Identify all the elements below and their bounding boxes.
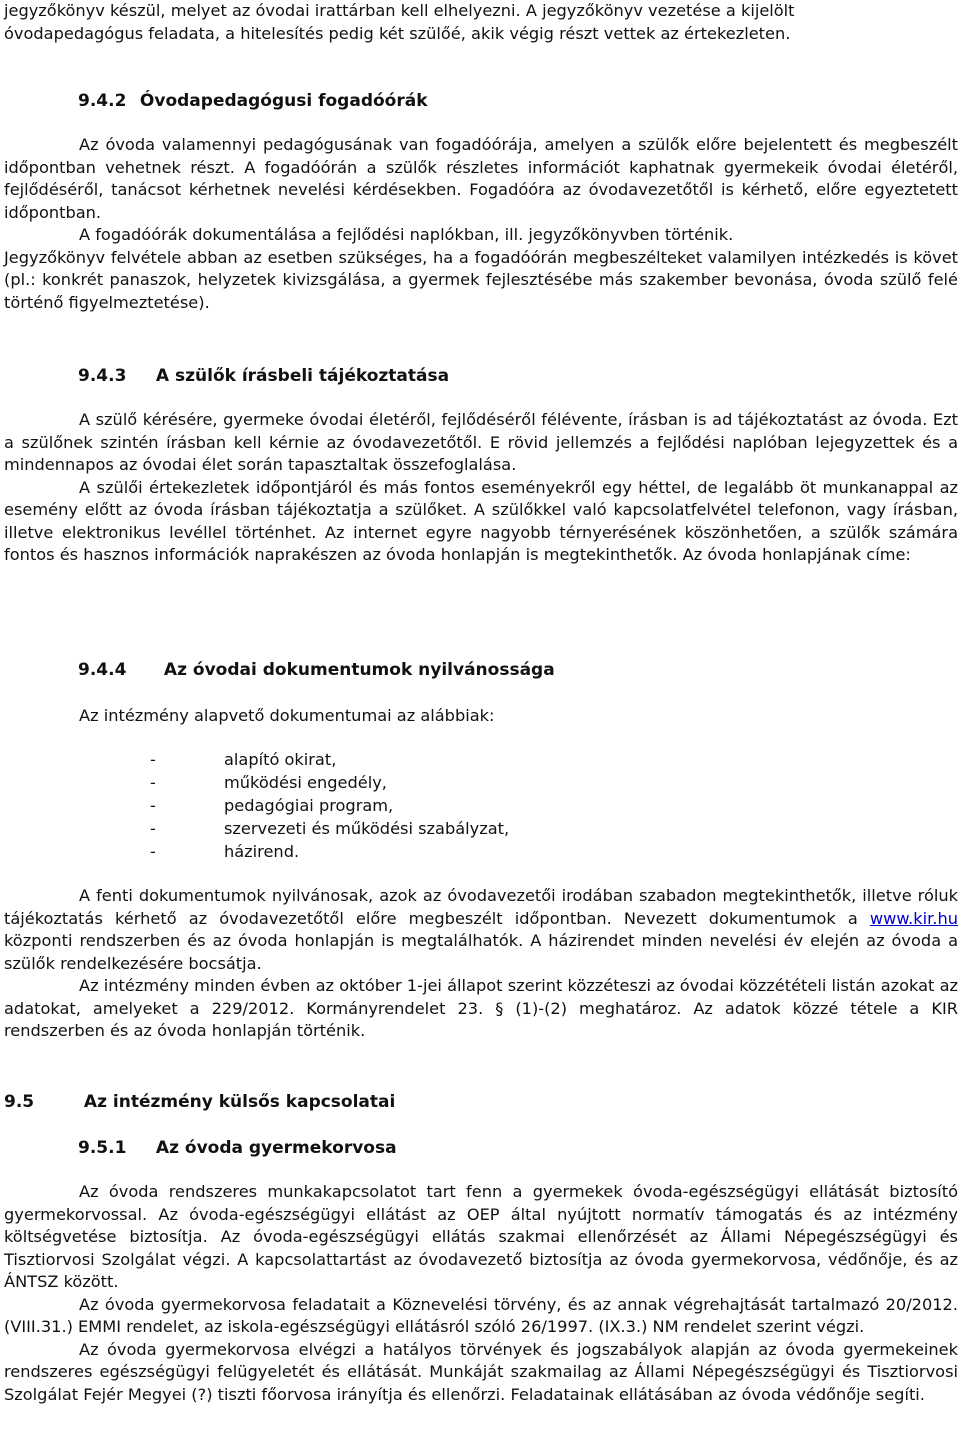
list-item: - szervezeti és működési szabályzat, bbox=[150, 818, 509, 841]
list-item: - pedagógiai program, bbox=[150, 795, 509, 818]
paragraph: Az óvoda gyermekorvosa feladatait a Köznevelési törvény, és az annak végrehajtását tartalmazó 20/2012. (VIII.31.) EMMI rendelet, az iskola-egészségügyi ellátásról szóló 26/1997. (IX.3.) NM rendelet szerint végzi. bbox=[4, 1294, 958, 1336]
list-item: - működési engedély, bbox=[150, 772, 509, 795]
section-9-5-1-body bbox=[4, 1181, 958, 1406]
section-title: Az óvodai dokumentumok nyilvánossága bbox=[163, 660, 555, 680]
list-item-text: pedagógiai program, bbox=[224, 796, 394, 815]
list-item-text: működési engedély, bbox=[224, 773, 387, 792]
section-number: 9.4.2 bbox=[78, 91, 127, 111]
section-9-4-2-body bbox=[4, 134, 958, 314]
section-9-4-4-body bbox=[4, 885, 958, 1043]
list-item-text: alapító okirat, bbox=[224, 750, 337, 769]
intro-paragraph bbox=[4, 0, 958, 45]
list-lead bbox=[79, 705, 879, 728]
section-number: 9.5 bbox=[4, 1092, 35, 1112]
paragraph: A fogadóórák dokumentálása a fejlődési naplókban, ill. jegyzőkönyvben történik. bbox=[79, 225, 734, 244]
intro-line-1: jegyzőkönyv készül, melyet az óvodai irattárban kell elhelyezni. A jegyzőkönyv vezetése a kijelölt bbox=[4, 1, 795, 20]
section-number: 9.4.3 bbox=[78, 366, 127, 386]
section-title: Óvodapedagógusi fogadóórák bbox=[139, 91, 428, 111]
paragraph: Az óvoda gyermekorvosa elvégzi a hatályos törvények és jogszabályok alapján az óvoda gyermekeinek rendszeres egészségügyi felügyeletét és ellátását. Munkáját szakmailag az Állami Népegészségügyi és Tisztiorvosi Szolgálat Fejér Megyei (?) tiszti főorvosa irányítja és ellenőrzi. Feladatainak ellátásában az óvoda védőnője segíti. bbox=[4, 1339, 958, 1404]
document-list bbox=[150, 749, 509, 864]
section-number: 9.4.4 bbox=[78, 660, 127, 680]
intro-line-2: óvodapedagógus feladata, a hitelesítés pedig két szülőé, akik végig részt vettek az értekezleten. bbox=[4, 23, 791, 43]
section-heading-9-4-2 bbox=[78, 90, 778, 113]
section-title: Az óvoda gyermekorvosa bbox=[155, 1138, 397, 1158]
section-heading-9-5-1 bbox=[78, 1137, 778, 1160]
section-number: 9.5.1 bbox=[78, 1138, 127, 1158]
list-item-text: szervezeti és működési szabályzat, bbox=[224, 819, 510, 838]
section-9-4-3-body bbox=[4, 409, 958, 567]
paragraph: Az óvoda rendszeres munkakapcsolatot tart fenn a gyermekek óvoda-egészségügyi ellátását biztosító gyermekorvossal. Az óvoda-egészségügyi ellátást az OEP által nyújtott normatív támogatás és az intézmény költségvetése biztosítja. Az óvoda-egészségügyi ellátás szakmai ellenőrzését az Állami Népegészségügyi és Tisztiorvosi Szolgálat végzi. A kapcsolattartást az óvodavezető biztosítja az óvoda gyermekorvosa, védőnője, és az ÁNTSZ között. bbox=[4, 1182, 958, 1291]
paragraph-text: A fenti dokumentumok nyilvánosak, azok az óvodavezetői irodában szabadon megtekinthetők, illetve róluk tájékoztatás kérhető az óvodavezetőtől előre megbeszélt időpontban. Nevezett dokumentumok a bbox=[4, 886, 958, 928]
section-heading-9-4-4 bbox=[78, 659, 778, 682]
section-heading-9-5 bbox=[4, 1091, 704, 1114]
list-item-text: házirend. bbox=[224, 842, 300, 861]
paragraph: A szülő kérésére, gyermeke óvodai életéről, fejlődéséről félévente, írásban is ad tájékoztatást az óvoda. Ezt a szülőnek szintén írásban kell kérnie az óvodavezetőtől. E rövid jellemzés a fejlődési naplóban lejegyzettek és a mindennapos az óvodai élet során tapasztaltak összefoglalása. bbox=[4, 410, 958, 474]
paragraph bbox=[4, 885, 958, 975]
list-lead-text: Az intézmény alapvető dokumentumai az alábbiak: bbox=[79, 706, 495, 725]
paragraph: Jegyzőkönyv felvétele abban az esetben szükséges, ha a fogadóórán megbeszélteket valamilyen intézkedés is követ (pl.: konkrét panaszok, helyzetek kivizsgálása, a gyermek fejlesztésébe más szakember bevonása, óvoda szülő felé történő figyelmeztetése). bbox=[4, 247, 958, 312]
list-item: - alapító okirat, bbox=[150, 749, 509, 772]
section-title: A szülők írásbeli tájékoztatása bbox=[155, 366, 450, 386]
section-heading-9-4-3 bbox=[78, 365, 778, 388]
paragraph-text: központi rendszerben és az óvoda honlapján is megtalálhatók. A házirendet minden nevelési év elején az óvoda a szülők rendelkezésére bocsátja. bbox=[4, 931, 958, 973]
list-item: - házirend. bbox=[150, 841, 509, 864]
kir-link[interactable]: www.kir.hu bbox=[869, 908, 958, 928]
paragraph: Az intézmény minden évben az október 1-jei állapot szerint közzéteszi az óvodai közzétételi listán azokat az adatokat, amelyeket a 229/2012. Kormányrendelet 23. § (1)-(2) meghatároz. Az adatok közzé tétele a KIR rendszerben és az óvoda honlapján történik. bbox=[4, 976, 958, 1040]
section-title: Az intézmény külsős kapcsolatai bbox=[83, 1092, 396, 1112]
paragraph: Az óvoda valamennyi pedagógusának van fogadóórája, amelyen a szülők előre bejelentett és megbeszélt időpontban vehetnek részt. A fogadóórán a szülők részletes információt kaphatnak gyermekeik óvodai életéről, fejlődéséről, tanácsot kérhetnek nevelési kérdésekben. Fogadóóra az óvodavezetőtől is kérhető, előre egyeztetett időpontban. bbox=[4, 135, 958, 222]
paragraph: A szülői értekezletek időpontjáról és más fontos eseményekről egy héttel, de legalább öt munkanappal az esemény előtt az óvoda írásban tájékoztatja a szülőket. A szülőkkel való kapcsolatfelvétel telefonon, vagy írásban, illetve elektronikus levéllel történhet. Az internet egyre nagyobb térnyerésének köszönhetően, a szülők számára fontos és hasznos információk naprakészen az óvoda honlapján is megtekinthetők. Az óvoda honlapjának címe: bbox=[4, 477, 958, 564]
